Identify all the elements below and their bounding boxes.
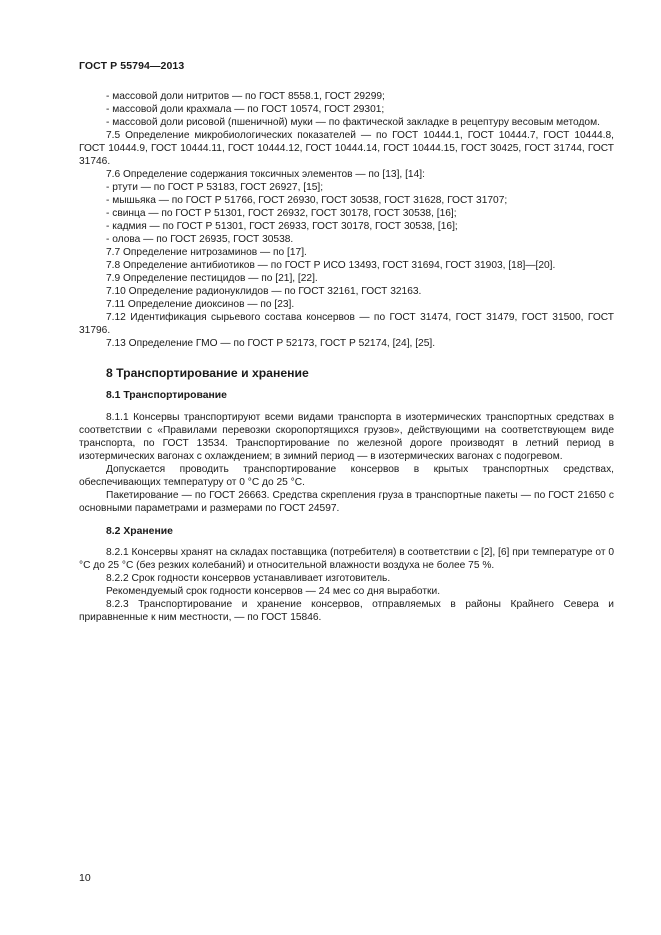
subsection-heading: 8.2 Хранение	[106, 526, 173, 537]
clause-8-1-1: 8.1.1 Консервы транспортируют всеми видами транспорта в изотермических транспортных средствах в соответствии с «Правилами перевозки скоропортящихся грузов», действующими на соответствующем виде транспорта, по ГОСТ 13534. Транспортирование по железной дороге производят в летний период в изотермических вагонах с охлаждением; в зимний период — в изотермических вагонах с подогревом.	[79, 412, 614, 462]
clause-7-7: 7.7 Определение нитрозаминов — по [17].	[106, 247, 307, 258]
clause-8-2-3: 8.2.3 Транспортирование и хранение консервов, отправляемых в районы Крайнего Севера и приравненные к ним местности, — по ГОСТ 15846.	[79, 599, 614, 623]
list-item: - свинца — по ГОСТ Р 51301, ГОСТ 26932, ГОСТ 30178, ГОСТ 30538, [16];	[106, 208, 457, 219]
subsection-heading: 8.1 Транспортирование	[106, 390, 227, 401]
clause-7-13: 7.13 Определение ГМО — по ГОСТ Р 52173, ГОСТ Р 52174, [24], [25].	[106, 338, 436, 349]
list-item: - олова — по ГОСТ 26935, ГОСТ 30538.	[106, 234, 294, 245]
list-item: - массовой доли крахмала — по ГОСТ 10574, ГОСТ 29301;	[106, 104, 385, 115]
page-content	[79, 90, 614, 624]
list-item: - кадмия — по ГОСТ Р 51301, ГОСТ 26933, ГОСТ 30178, ГОСТ 30538, [16];	[106, 221, 458, 232]
section-heading: 8 Транспортирование и хранение	[106, 366, 309, 380]
paragraph: Пакетирование — по ГОСТ 26663. Средства скрепления груза в транспортные пакеты — по ГОСТ 21650 с основными параметрами и размерами по ГОСТ 24597.	[79, 490, 614, 514]
clause-7-6: 7.6 Определение содержания токсичных элементов — по [13], [14]:	[106, 169, 425, 180]
clause-7-12: 7.12 Идентификация сырьевого состава консервов — по ГОСТ 31474, ГОСТ 31479, ГОСТ 31500, ГОСТ 31796.	[79, 312, 614, 336]
clause-7-10: 7.10 Определение радионуклидов — по ГОСТ 32161, ГОСТ 32163.	[106, 286, 422, 297]
list-item: - мышьяка — по ГОСТ Р 51766, ГОСТ 26930, ГОСТ 30538, ГОСТ 31628, ГОСТ 31707;	[106, 195, 508, 206]
clause-8-2-1: 8.2.1 Консервы хранят на складах поставщика (потребителя) в соответствии с [2], [6] при температуре от 0 °C до 25 °C (без резких колебаний) и относительной влажности воздуха не более 75 %.	[79, 547, 614, 571]
clause-8-2-2: 8.2.2 Срок годности консервов устанавливает изготовитель.	[106, 573, 391, 584]
page-number: 10	[79, 872, 91, 884]
clause-7-9: 7.9 Определение пестицидов — по [21], [22].	[106, 273, 318, 284]
paragraph: Рекомендуемый срок годности консервов — 24 мес со дня выработки.	[106, 586, 441, 597]
paragraph: Допускается проводить транспортирование консервов в крытых транспортных средствах, обеспечивающих температуру от 0 °C до 25 °C.	[79, 464, 614, 488]
document-header: ГОСТ Р 55794—2013	[79, 60, 185, 72]
list-item: - ртути — по ГОСТ Р 53183, ГОСТ 26927, [15];	[106, 182, 324, 193]
list-item: - массовой доли нитритов — по ГОСТ 8558.1, ГОСТ 29299;	[106, 91, 385, 102]
clause-7-8: 7.8 Определение антибиотиков — по ГОСТ Р ИСО 13493, ГОСТ 31694, ГОСТ 31903, [18]—[20].	[106, 260, 556, 271]
clause-7-11: 7.11 Определение диоксинов — по [23].	[106, 299, 295, 310]
list-item: - массовой доли рисовой (пшеничной) муки — по фактической закладке в рецептуру весовым методом.	[106, 117, 600, 128]
clause-7-5: 7.5 Определение микробиологических показателей — по ГОСТ 10444.1, ГОСТ 10444.7, ГОСТ 10444.8, ГОСТ 10444.9, ГОСТ 10444.11, ГОСТ 10444.12, ГОСТ 10444.14, ГОСТ 10444.15, ГОСТ 30425, ГОСТ 31744, ГОСТ 31746.	[79, 130, 614, 167]
